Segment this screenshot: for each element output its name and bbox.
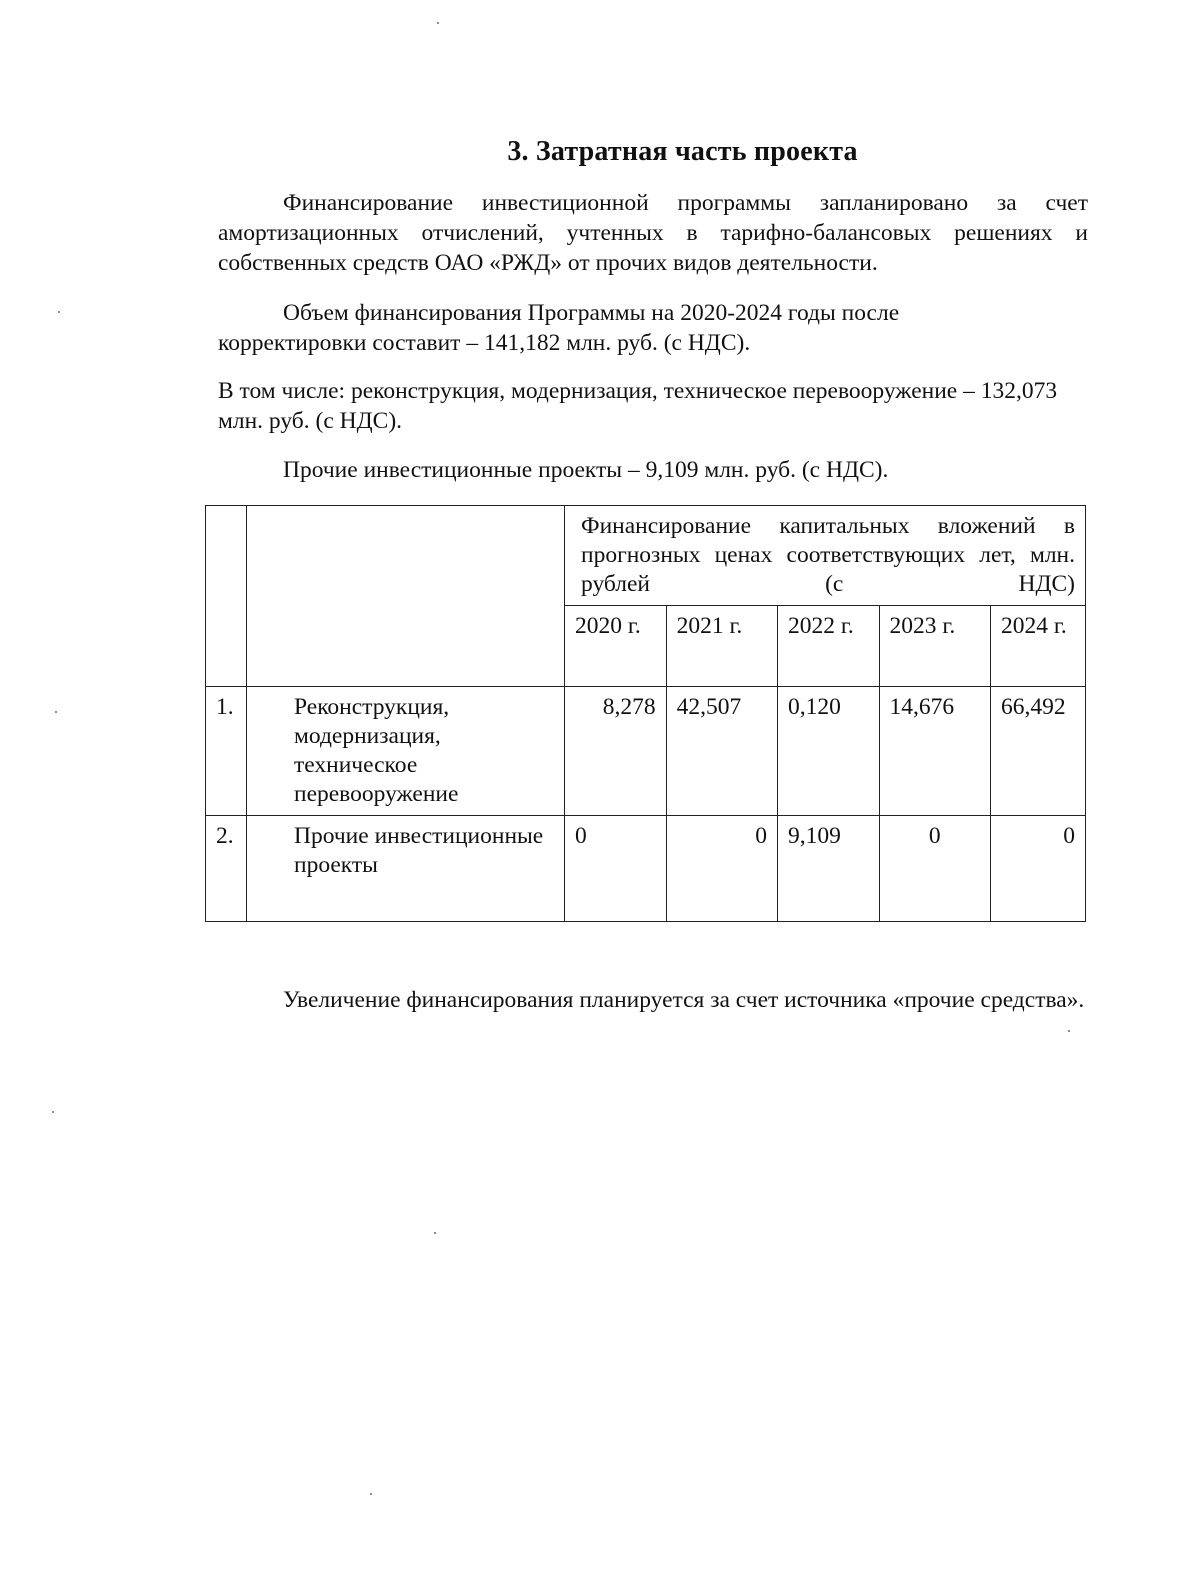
row-number: 1. — [206, 687, 247, 816]
row-name: Прочие инвестиционные проекты — [247, 816, 565, 922]
year-header-cell: 2022 г. — [777, 606, 879, 687]
year-header-cell: 2020 г. — [565, 606, 667, 687]
row-number: 2. — [206, 816, 247, 922]
header-name-cell — [247, 506, 565, 687]
paragraph-other-projects-volume: Прочие инвестиционные проекты – 9,109 млн. руб. (с НДС). — [283, 457, 889, 483]
year-header-cell: 2021 г. — [666, 606, 777, 687]
scan-speck — [370, 1493, 372, 1495]
year-header-cell: 2023 г. — [879, 606, 990, 687]
table-header-row — [206, 506, 1086, 606]
value-cell: 66,492 — [991, 687, 1086, 816]
value-cell: 0 — [565, 816, 667, 922]
year-header-cell: 2024 г. — [991, 606, 1086, 687]
value-cell: 14,676 — [879, 687, 990, 816]
value-cell: 42,507 — [666, 687, 777, 816]
section-title: 3. Затратная часть проекта — [507, 136, 858, 167]
table-row — [206, 687, 1086, 816]
value-cell: 9,109 — [777, 816, 879, 922]
scan-speck — [55, 711, 57, 713]
scan-speck — [52, 1111, 54, 1113]
scan-speck — [434, 1232, 436, 1234]
value-cell: 0 — [879, 816, 990, 922]
paragraph-reconstruction-volume: В том числе: реконструкция, модернизация, техническое перевооружение – 132,073 млн. руб. (с НДС). — [218, 378, 1058, 434]
table-row — [206, 816, 1086, 922]
value-cell: 0,120 — [777, 687, 879, 816]
value-cell: 8,278 — [565, 687, 667, 816]
scan-speck — [58, 311, 60, 313]
value-cell: 0 — [991, 816, 1086, 922]
scan-speck — [1068, 1030, 1070, 1032]
table-header-financing: Финансирование капитальных вложений в прогнозных ценах соответствующих лет, млн. рублей (с НДС) — [565, 506, 1086, 606]
paragraph-financing-sources: Финансирование инвестиционной программы запланировано за счет амортизационных отчислений, учтенных в тарифно-балансовых решениях и собственных средств ОАО «РЖД» от прочих видов деятельности. — [218, 190, 1088, 276]
paragraph-total-volume: Объем финансирования Программы на 2020-2024 годы после корректировки составит – 141,182 млн. руб. (с НДС). — [218, 300, 900, 356]
financing-table — [205, 505, 1086, 922]
paragraph-funding-increase: Увеличение финансирования планируется за счет источника «прочие средства». — [283, 987, 1085, 1013]
header-num-cell — [206, 506, 247, 687]
scan-speck — [437, 22, 439, 24]
value-cell: 0 — [666, 816, 777, 922]
row-name: Реконструкция, модернизация, техническое перевооружение — [247, 687, 565, 816]
